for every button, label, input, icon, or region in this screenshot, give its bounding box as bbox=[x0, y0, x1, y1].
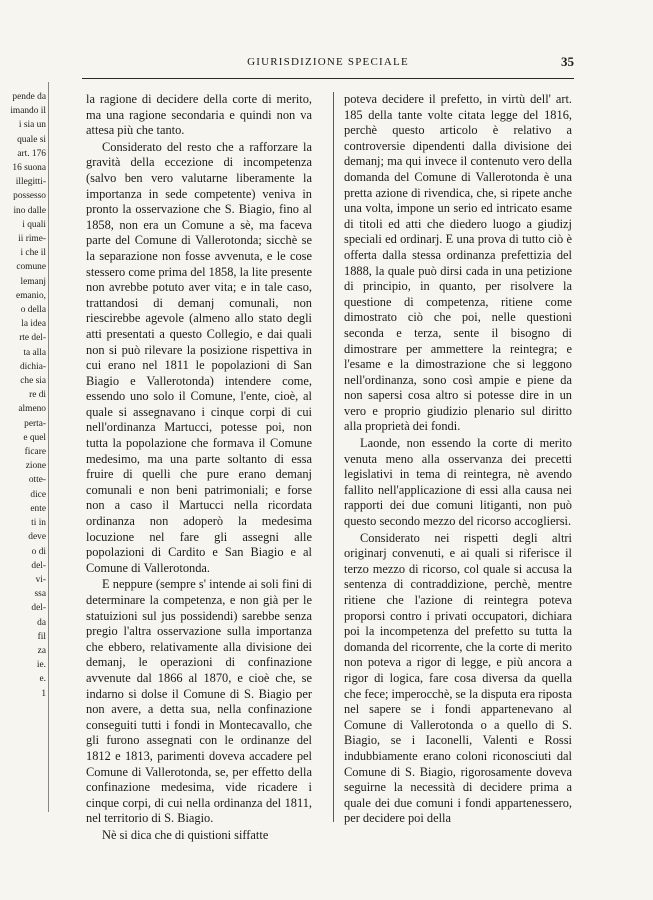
right-paragraph-1: poteva decidere il prefetto, in virtù dell' art. 185 della tante volte citata legge del 1816, perchè questo articolo è relativo a controversie dipendenti dalla divisione dei demanj; ma qui invece il contenuto vero della domanda del Comune di Vallerotonda è una pretta azione di rivendica, che, si ripete anche una volta, impone un serio ed intricato esame di titoli ed atti che diedero luogo a giudizj speciali ed ordinarj. E una prova di tutto ciò è offerta dalla stessa ordinanza prefettizia del 1888, la quale può dirsi cada in una petizione di principio, in quanto, per risolvere la questione di competenza, ritiene come dimostrato ciò che poi, nelle questioni seconda e terza, sente il bisogno di dimostrare per ammettere la reintegra; e l'esame e la dimostrazione che si leggono nell'ordinanza, sono così ampie e piene da non sapersi cosa altro si potesse dire in un vero e proprio giudizio plenario sul diritto alla proprietà dei fondi. bbox=[344, 92, 572, 434]
left-paragraph-1: la ragione di decidere della corte di merito, ma una ragione secondaria e quindi non va attesa più che tanto. bbox=[86, 92, 312, 138]
margin-fragment: comune bbox=[16, 262, 46, 273]
margin-fragment: dice bbox=[30, 489, 46, 500]
margin-fragment: del- bbox=[31, 603, 46, 614]
margin-fragment: emanio, bbox=[16, 290, 46, 301]
header-rule bbox=[82, 78, 574, 79]
margin-fragment: ii rime- bbox=[18, 234, 46, 245]
running-title: GIURISDIZIONE SPECIALE bbox=[247, 56, 409, 68]
margin-fragment: zione bbox=[25, 461, 46, 472]
margin-fragment: dichia- bbox=[19, 361, 46, 372]
margin-fragment: za bbox=[37, 645, 46, 656]
right-column bbox=[344, 92, 572, 827]
margin-fragment: o di bbox=[31, 546, 46, 557]
margin-fragment: otte- bbox=[28, 475, 46, 486]
margin-fragment: ino dalle bbox=[13, 205, 46, 216]
margin-fragment: fil bbox=[37, 631, 46, 642]
margin-fragment: ente bbox=[30, 503, 46, 514]
margin-fragment: deve bbox=[28, 532, 46, 543]
left-paragraph-4: Nè si dica che di quistioni siffatte bbox=[102, 827, 269, 842]
margin-fragment: ie. bbox=[36, 660, 46, 671]
margin-fragment: pende da bbox=[12, 92, 46, 102]
page-number: 35 bbox=[561, 54, 574, 69]
page-header bbox=[82, 56, 574, 72]
margin-fragment: almeno bbox=[18, 404, 46, 415]
facing-page-fragments bbox=[2, 90, 46, 810]
margin-fragment: i sia un bbox=[18, 120, 46, 131]
margin-fragment: e. bbox=[39, 674, 46, 685]
left-paragraph-3: E neppure (sempre s' intende ai soli fini di determinare la competenza, e non già per le statuizioni sul jus possidendi) sarebbe senza pregio l'altra osservazione sulla importanza che ebbero, relativamente alla divisione dei demanj, le operazioni di confinazione avvenute dal 1866 al 1870, e cioè che, se indarno si dolse il Comune di S. Biagio per non avere, a detta sua, nella confinazione conseguiti tutti i fondi in Montecavallo, che gli furono assegnati con le ordinanze del 1812 e 1813, parimenti doveva accadere pel Comune di Vallerotonda, se, per effetto della confinazione medesima, vide ricadere i cinque corpi, di cui nella ordinanza del 1811, nel territorio di S. Biagio. bbox=[86, 577, 312, 826]
margin-fragment: la idea bbox=[21, 319, 46, 330]
right-paragraph-2: Laonde, non essendo la corte di merito venuta meno alla osservanza dei precetti legislativi in tema di reintegra, nè avendo fallito nell'applicazione di essi alla causa nei rapporti dei due comuni litiganti, non può questo secondo mezzo del ricorso accogliersi. bbox=[344, 436, 572, 529]
margin-fragment: re di bbox=[29, 390, 46, 401]
column-divider bbox=[333, 92, 334, 822]
margin-fragment: possesso bbox=[13, 191, 46, 202]
margin-fragment: lemanj bbox=[20, 276, 46, 287]
margin-fragment: imando il bbox=[10, 106, 46, 117]
right-paragraph-3: Considerato nei rispetti degli altri originarj convenuti, e ai quali si riferisce il terzo mezzo di ricorso, col quale si accusa la sentenza di contraddizione, perchè, mentre ritiene che l'azione di reintegra poteva proporsi contro i privati occupatori, dichiara poi la incompetenza del prefetto su tutta la domanda del ricorrente, che la corte di merito non poteva a rigor di legge, e più ancora a rigor di logica, fare cosa diversa da quella che fece; imperocchè, se la disputa era riposta nel sapere se i fondi appartenevano al Comune di Vallerotonda o a quello di S. Biagio, se i Iaconelli, Valenti e Rossi indubbiamente erano coloni riconosciuti dal Comune di S. Biagio, rigorosamente doveva seguirne la necessità di decidere prima a quale dei due comuni i fondi appartenessero, per decidere poi della bbox=[344, 530, 572, 826]
left-paragraph-2: Considerato del resto che a rafforzare la gravità della eccezione di incompetenza (salvo ben vero valutarne liberamente la importanza in sede competente) veniva in pronto la osservazione che S. Biagio, fino al 1858, non era un Comune a sè, ma faceva parte del Comune di Vallerotonda; sicchè se la separazione non fosse avvenuta, e le cose stessero come prima del 1858, la lite presente non avrebbe potuto aver vita; e in tale caso, trattandosi di demanj comunali, non riescirebbe agevole (almeno allo stato degli atti presentati a questo Collegio, e dai quali non si può rilevare la posizione rispettiva in cui erano nel 1811 le popolazioni di San Biagio e Vallerotonda) intendere come, essendo uno solo il Comune, l'ente, cioè, al quale si assegnavano i cinque corpi di cui nell'ordinanza Martucci, potesse poi, non tutta la popolazione che formava il Comune medesimo, ma una parte soltanto di essa fruire di quelli che pure erano demanj comunali e non beni patrimoniali; e forse non a caso il Martucci nella ricordata ordinanza non adoperò la medesima locuzione nel fare gli assegni alle popolazioni di Cardito e San Biagio e al Comune di Vallerotonda. bbox=[86, 139, 312, 575]
margin-fragment: o della bbox=[20, 305, 46, 316]
margin-fragment: 1 bbox=[41, 688, 46, 699]
margin-fragment: vi- bbox=[35, 574, 46, 585]
gutter-line bbox=[48, 82, 49, 812]
margin-fragment: e quel bbox=[23, 432, 46, 443]
margin-fragment: che sia bbox=[20, 376, 46, 387]
margin-fragment: del- bbox=[31, 560, 46, 571]
margin-fragment: quale si bbox=[17, 134, 46, 145]
margin-fragment: da bbox=[37, 617, 46, 628]
margin-fragment: ti in bbox=[31, 518, 46, 529]
margin-fragment: ssa bbox=[34, 589, 46, 600]
margin-fragment: ta alla bbox=[23, 347, 46, 358]
margin-fragment: illegitti- bbox=[15, 177, 46, 188]
margin-fragment: rte del- bbox=[19, 333, 46, 344]
margin-fragment: i che il bbox=[20, 248, 46, 259]
margin-fragment: ficare bbox=[24, 447, 46, 458]
margin-fragment: perta- bbox=[24, 418, 46, 429]
margin-fragment: art. 176 bbox=[17, 148, 46, 159]
left-column bbox=[86, 92, 312, 844]
margin-fragment: i quali bbox=[22, 219, 46, 230]
margin-fragment: 16 suona bbox=[12, 163, 46, 174]
